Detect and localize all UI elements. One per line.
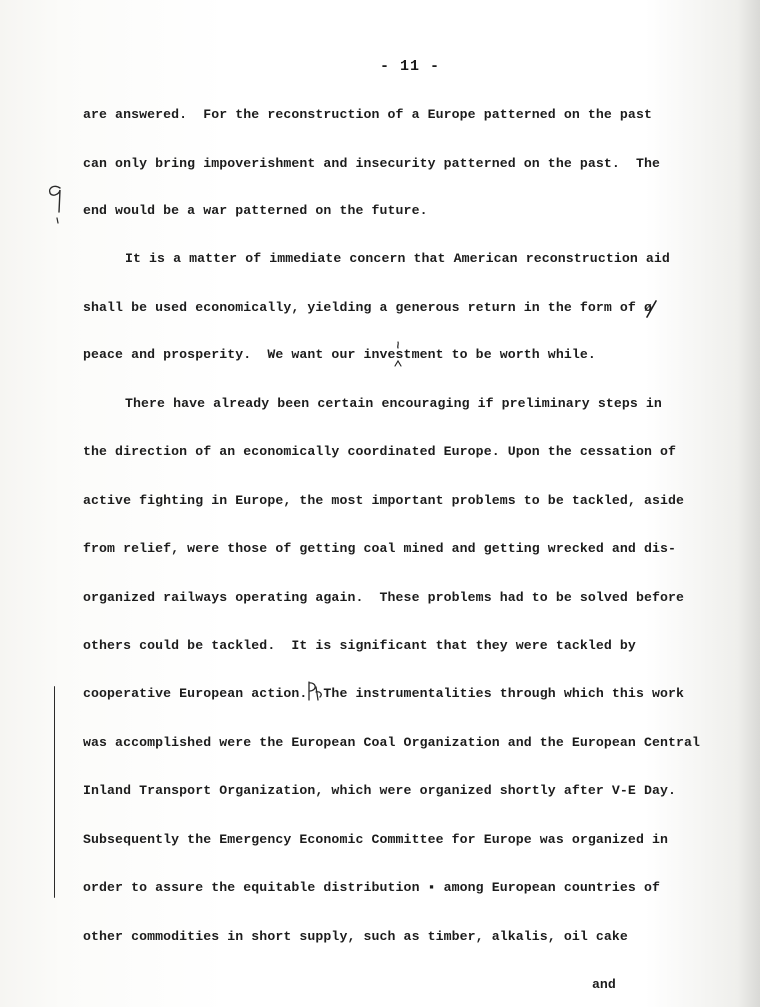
text-line: active fighting in Europe, the most important problems to be tackled, aside	[83, 493, 685, 508]
text-line: end would be a war patterned on the future.	[83, 203, 428, 218]
text-line: Inland Transport Organization, which were organized shortly after V-E Day.	[83, 783, 677, 798]
text-line: order to assure the equitable distribution ▪ among European countries of	[83, 880, 660, 895]
text-line: organized railways operating again. These problems had to be solved before	[83, 590, 685, 605]
margin-bracket-line	[54, 686, 56, 898]
text-line: There have already been certain encouraging if preliminary steps in	[125, 396, 662, 411]
text-line: can only bring impoverishment and insecurity patterned on the past. The	[83, 156, 660, 171]
text-line: shall be used economically, yielding a generous return in the form of ø	[83, 300, 652, 315]
text-line: cooperative European action. The instrumentalities through which this work	[83, 686, 685, 701]
handwritten-margin-mark	[40, 182, 68, 226]
text-line: others could be tackled. It is significant that they were tackled by	[83, 638, 636, 653]
catchword: and	[592, 977, 616, 992]
insertion-caret-mark	[392, 340, 404, 370]
text-line: the direction of an economically coordinated Europe. Upon the cessation of	[83, 444, 677, 459]
text-line: are answered. For the reconstruction of a Europe patterned on the past	[83, 107, 652, 122]
text-line: was accomplished were the European Coal Organization and the European Central	[83, 735, 701, 750]
handwritten-strike-mark	[644, 300, 658, 318]
text-line: from relief, were those of getting coal mined and getting wrecked and dis-	[83, 541, 677, 556]
page-number: - 11 -	[380, 58, 441, 75]
text-line: other commodities in short supply, such as timber, alkalis, oil cake	[83, 929, 628, 944]
text-line: peace and prosperity. We want our investment to be worth while.	[83, 347, 596, 362]
paragraph-mark	[304, 680, 326, 704]
text-line: It is a matter of immediate concern that American reconstruction aid	[125, 251, 670, 266]
text-line: Subsequently the Emergency Economic Committee for Europe was organized in	[83, 832, 669, 847]
